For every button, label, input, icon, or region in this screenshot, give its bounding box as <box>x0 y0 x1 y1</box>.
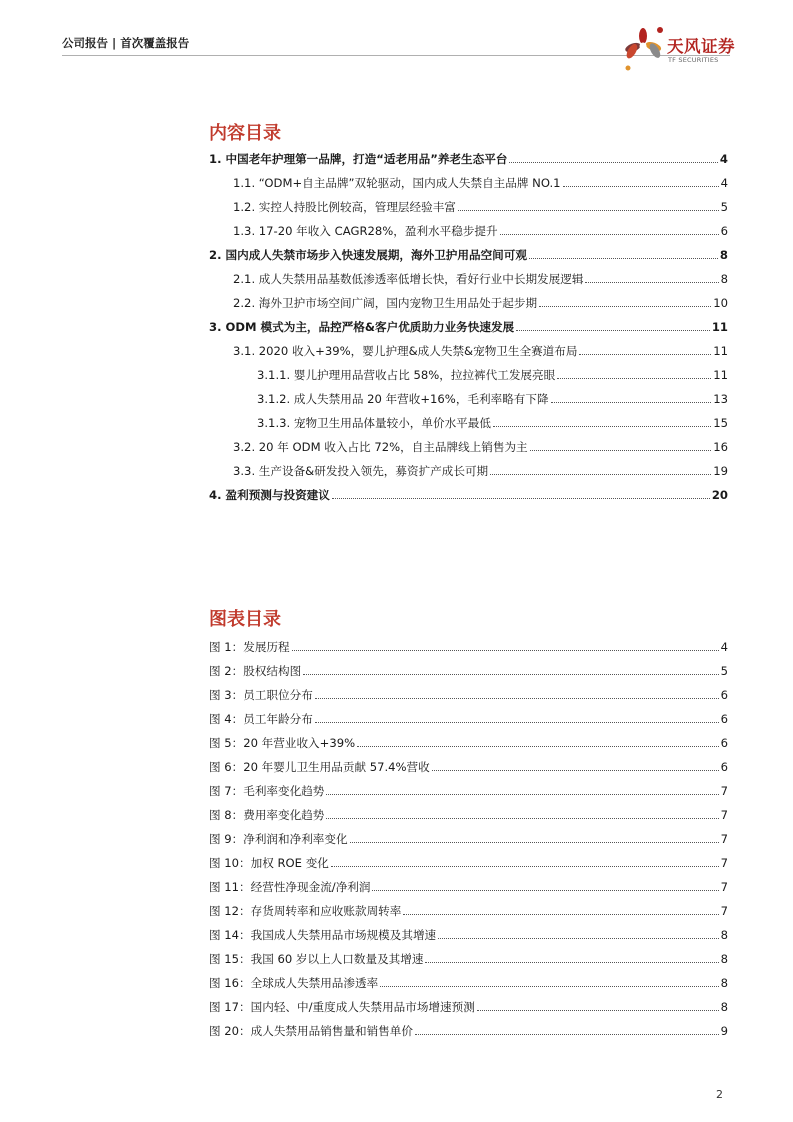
toc-entry[interactable]: 4. 盈利预测与投资建议 20 <box>209 488 728 502</box>
page-number: 2 <box>716 1088 723 1101</box>
company-logo <box>624 24 735 74</box>
toc-entry[interactable]: 3.1.3. 宠物卫生用品体量较小，单价水平最低 15 <box>257 416 728 430</box>
figure-entry[interactable]: 图 17：国内轻、中/重度成人失禁用品市场增速预测 8 <box>209 1000 728 1014</box>
toc-entry[interactable]: 1. 中国老年护理第一品牌，打造“适老用品”养老生态平台 4 <box>209 152 728 166</box>
figure-entry[interactable]: 图 2：股权结构图 5 <box>209 664 728 678</box>
figure-entry[interactable]: 图 6：20 年婴儿卫生用品贡献 57.4%营收 6 <box>209 760 728 774</box>
toc-entry[interactable]: 2. 国内成人失禁市场步入快速发展期，海外卫护用品空间可观 8 <box>209 248 728 262</box>
figure-entry[interactable]: 图 8：费用率变化趋势 7 <box>209 808 728 822</box>
figure-entry[interactable]: 图 4：员工年龄分布 6 <box>209 712 728 726</box>
toc-entry[interactable]: 2.1. 成人失禁用品基数低渗透率低增长快，看好行业中长期发展逻辑 8 <box>233 272 728 286</box>
toc-entry[interactable]: 2.2. 海外卫护市场空间广阔，国内宠物卫生用品处于起步期 10 <box>233 296 728 310</box>
figure-entry[interactable]: 图 9：净利润和净利率变化 7 <box>209 832 728 846</box>
figure-entry[interactable]: 图 7：毛利率变化趋势 7 <box>209 784 728 798</box>
figure-entry[interactable]: 图 12：存货周转率和应收账款周转率 7 <box>209 904 728 918</box>
figure-entry[interactable]: 图 16：全球成人失禁用品渗透率 8 <box>209 976 728 990</box>
figure-entry[interactable]: 图 3：员工职位分布 6 <box>209 688 728 702</box>
toc-entry[interactable]: 1.1. “ODM+自主品牌”双轮驱动，国内成人失禁自主品牌 NO.1 4 <box>233 176 728 190</box>
toc-entry[interactable]: 3.1. 2020 收入+39%，婴儿护理&成人失禁&宠物卫生全赛道布局 11 <box>233 344 728 358</box>
figure-entry[interactable]: 图 14：我国成人失禁用品市场规模及其增速 8 <box>209 928 728 942</box>
figure-entry[interactable]: 图 1：发展历程 4 <box>209 640 728 654</box>
flower-logo-icon <box>624 24 666 72</box>
figure-entry[interactable]: 图 15：我国 60 岁以上人口数量及其增速 8 <box>209 952 728 966</box>
figure-entry[interactable]: 图 10：加权 ROE 变化 7 <box>209 856 728 870</box>
toc-title: 内容目录 <box>209 123 281 144</box>
toc-entry[interactable]: 3.3. 生产设备&研发投入领先，募资扩产成长可期 19 <box>233 464 728 478</box>
logo-english-name: TF SECURITIES <box>668 56 719 64</box>
figure-entry[interactable]: 图 5：20 年营业收入+39% 6 <box>209 736 728 750</box>
toc-entry[interactable]: 3.1.1. 婴儿护理用品营收占比 58%，拉拉裤代工发展亮眼 11 <box>257 368 728 382</box>
toc-entry[interactable]: 1.2. 实控人持股比例较高，管理层经验丰富 5 <box>233 200 728 214</box>
toc-entry[interactable]: 1.3. 17-20 年收入 CAGR28%，盈利水平稳步提升 6 <box>233 224 728 238</box>
figures-title: 图表目录 <box>209 609 281 630</box>
figure-entry[interactable]: 图 20：成人失禁用品销售量和销售单价 9 <box>209 1024 728 1038</box>
toc-entry[interactable]: 3. ODM 模式为主，品控严格&客户优质助力业务快速发展 11 <box>209 320 728 334</box>
logo-chinese-name: 天风证券 <box>667 37 735 56</box>
toc-entry[interactable]: 3.2. 20 年 ODM 收入占比 72%，自主品牌线上销售为主 16 <box>233 440 728 454</box>
toc-entry[interactable]: 3.1.2. 成人失禁用品 20 年营收+16%，毛利率略有下降 13 <box>257 392 728 406</box>
report-type-label: 公司报告 | 首次覆盖报告 <box>62 36 190 50</box>
figure-entry[interactable]: 图 11：经营性净现金流/净利润 7 <box>209 880 728 894</box>
